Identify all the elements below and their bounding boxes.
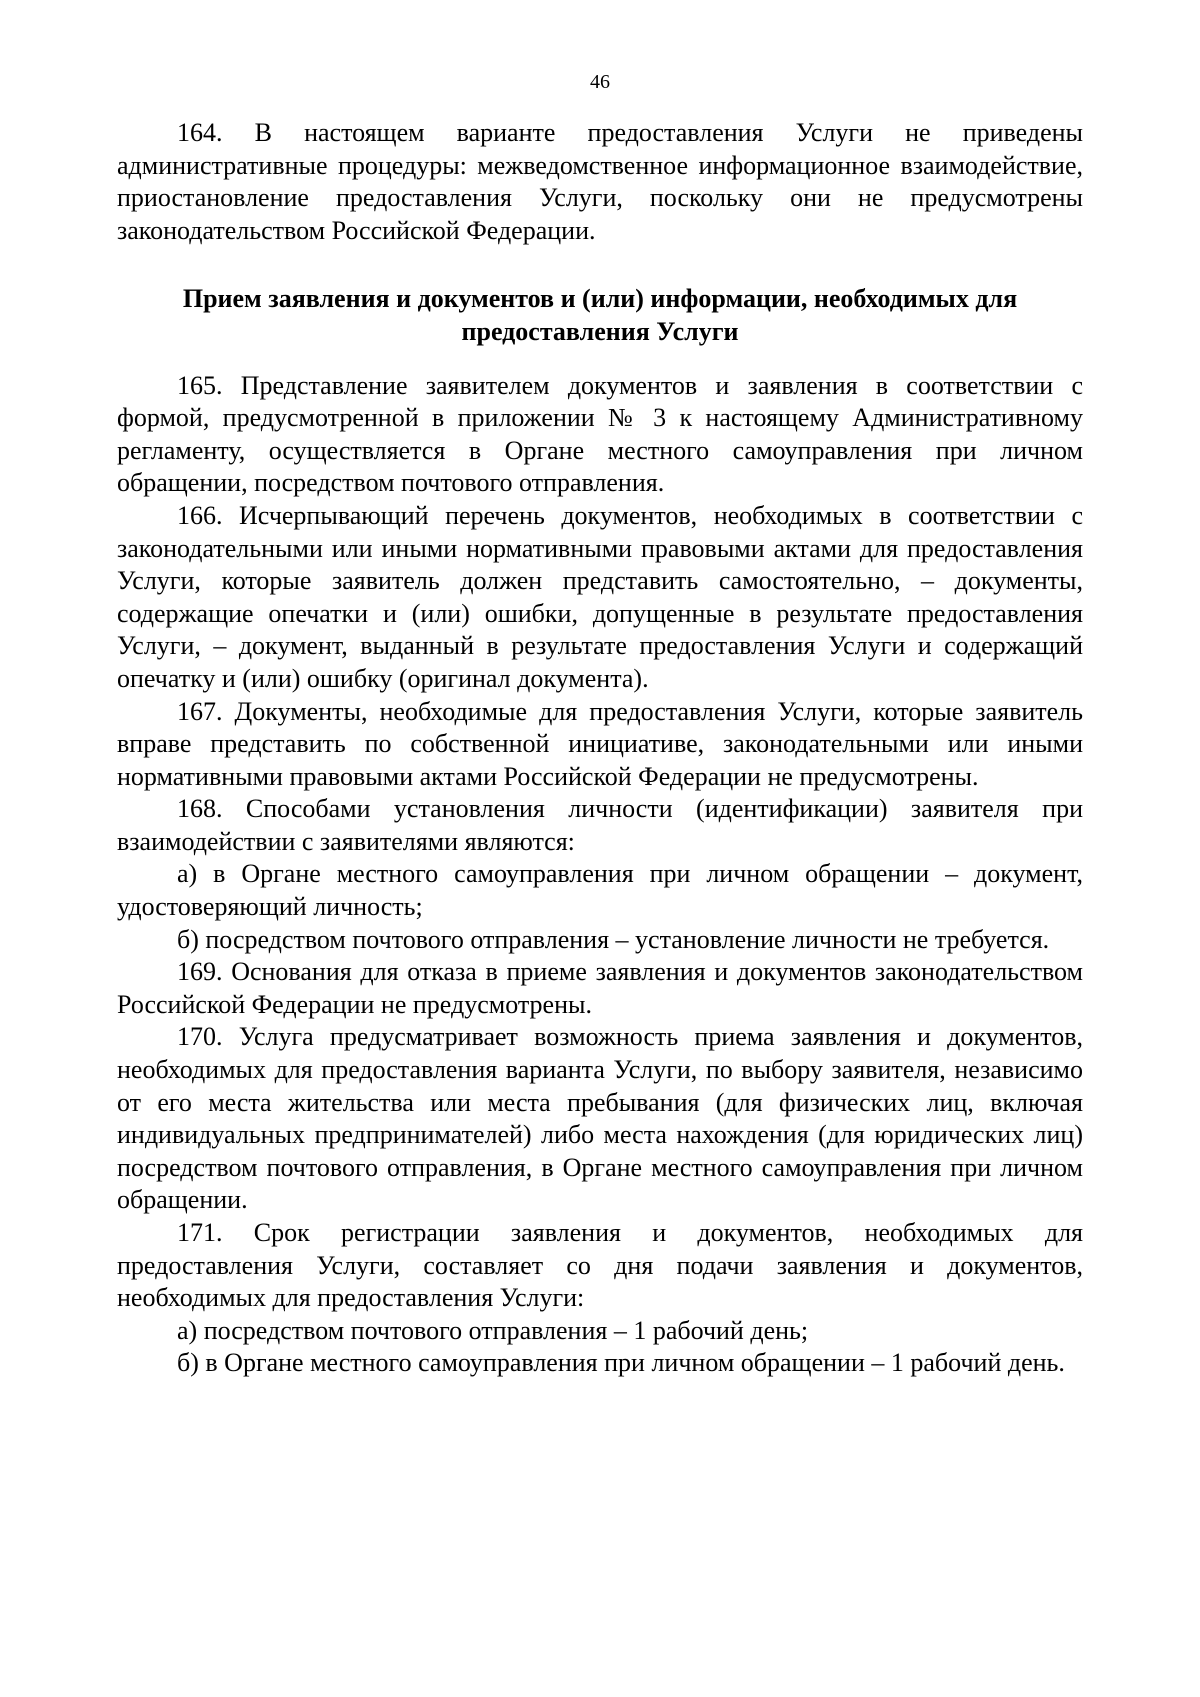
section-heading: [117, 283, 1083, 348]
paragraph-164: 164. В настоящем варианте предоставления Услуги не приведены административные процедуры: межведомственное информационное взаимодействие, приостановление предоставления Услуги, поскольку они не предусмотрены законодательством Российской Федерации.: [117, 118, 1083, 245]
paragraph-171: 171. Срок регистрации заявления и документов, необходимых для предоставления Услуги, составляет со дня подачи заявления и документов, необходимых для предоставления Услуги:: [117, 1218, 1083, 1313]
document-body: [117, 117, 1083, 1380]
paragraph-171-item-a: а) посредством почтового отправления – 1 рабочий день;: [177, 1315, 809, 1345]
paragraph-169: 169. Основания для отказа в приеме заявления и документов законодательством Российской Федерации не предусмотрены.: [117, 957, 1083, 1019]
section-heading-line-2: предоставления Услуги: [461, 316, 739, 346]
section-heading-line-1: Прием заявления и документов и (или) информации, необходимых для: [182, 284, 1018, 314]
paragraph-168: 168. Способами установления личности (идентификации) заявителя при взаимодействии с заявителями являются:: [117, 794, 1083, 856]
paragraph-168-item-a: а) в Органе местного самоуправления при личном обращении – документ, удостоверяющий личность;: [117, 859, 1083, 922]
document-page: [117, 0, 1083, 1697]
paragraph-165: 165. Представление заявителем документов и заявления в соответствии с формой, предусмотренной в приложении № 3 к настоящему Административному регламенту, осуществляется в Органе местного самоуправления при личном обращении, посредством почтового отправления.: [117, 370, 1083, 498]
paragraph-167: 167. Документы, необходимые для предоставления Услуги, которые заявитель вправе представить по собственной инициативе, законодательными или иными нормативными правовыми актами Российской Федерации не предусмотрены.: [117, 696, 1083, 791]
page-number: 46: [590, 71, 610, 93]
paragraph-171-item-b: б) в Органе местного самоуправления при личном обращении – 1 рабочий день.: [177, 1348, 1065, 1378]
paragraph-170: 170. Услуга предусматривает возможность приема заявления и документов, необходимых для предоставления варианта Услуги, по выбору заявителя, независимо от его места жительства или места пребывания (для физических лиц, включая индивидуальных предпринимателей) либо места нахождения (для юридических лиц) посредством почтового отправления, в Органе местного самоуправления при личном обращении.: [117, 1022, 1083, 1215]
paragraph-168-item-b: б) посредством почтового отправления – установление личности не требуется.: [177, 924, 1050, 954]
paragraph-166: 166. Исчерпывающий перечень документов, необходимых в соответствии с законодательными или иными нормативными правовыми актами для предоставления Услуги, которые заявитель должен представить самостоятельно, – документы, содержащие опечатки и (или) ошибки, допущенные в результате предоставления Услуги, – документ, выданный в результате предоставления Услуги и содержащий опечатку и (или) ошибку (оригинал документа).: [117, 500, 1083, 693]
